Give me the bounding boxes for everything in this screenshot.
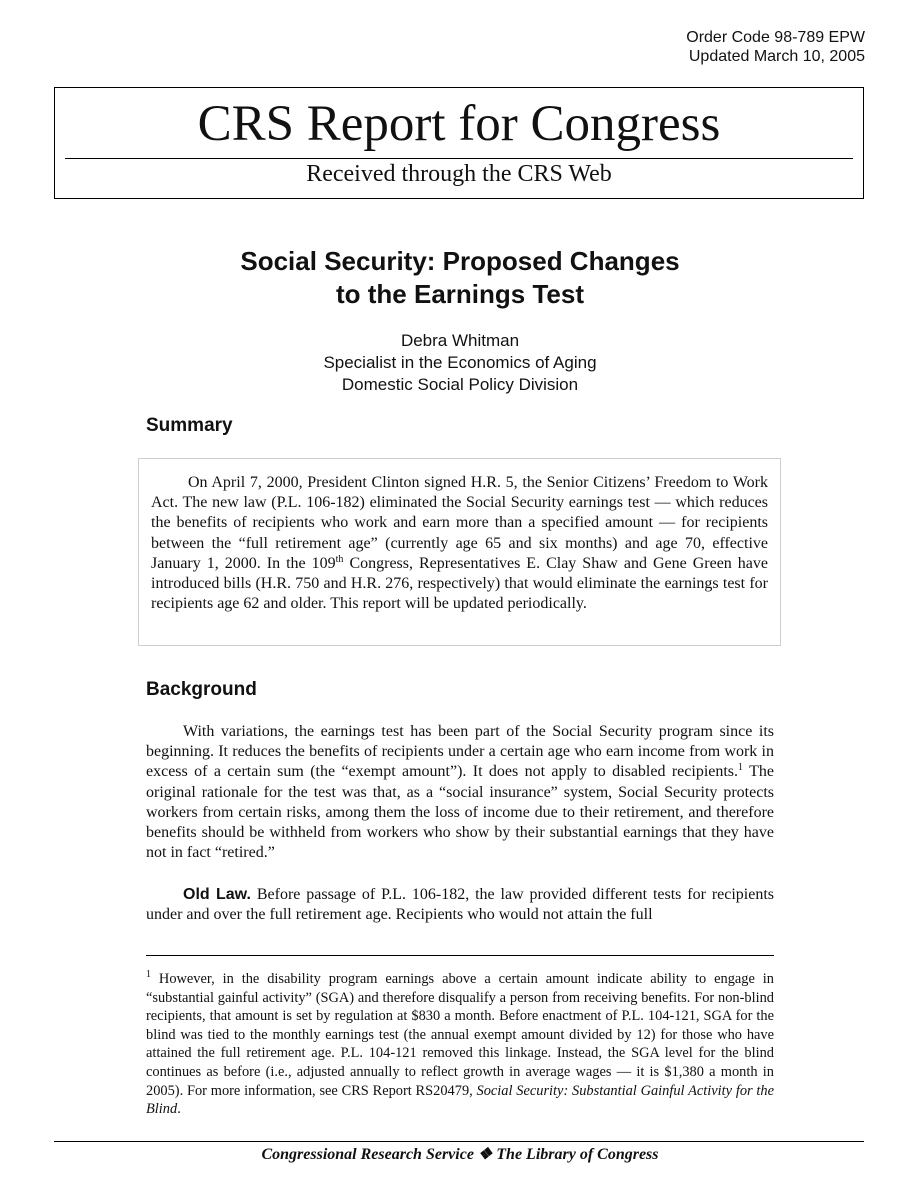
background-paragraph-1: With variations, the earnings test has been part of the Social Security program since its beginning. It reduces the benefits of recipients under a certain age who earn income from work in excess of a certain sum (the “exempt amount”). It does not apply to disabled recipients.$^1$ The original rationale for the test was that, as a “social insurance” system, Social Security protects workers from certain risks, among them the loss of income due to their retirement, and therefore benefits should be withheld from workers who show by their substantial earnings that they have not in fact “retired.”: [146, 723, 774, 862]
author-block: [0, 330, 920, 396]
report-banner: [54, 87, 864, 199]
order-code-block: [686, 28, 865, 66]
author-title: Specialist in the Economics of Aging: [323, 353, 597, 372]
summary-heading: Summary: [146, 415, 233, 436]
footnote-1: $^1$ However, in the disability program earnings above a certain amount indicate ability to engage in “substantial gainful activity” (SGA) and therefore disqualify a person from receiving benefits. For non-blind recipients, that amount is set by regulation at $830 a month. Before enactment of P.L. 104-121, SGA for the blind was tied to the monthly earnings test (the annual exempt amount divided by 12) for those who have attained the full retirement age. P.L. 104-121 removed this linkage. Instead, the SGA level for the blind continues as before (i.e., adjusted annually to reflect growth in average wages — it is $1,380 a month in 2005). For more information, see CRS Report RS20479, Social Security: Substantial Gainful Activity for the Blind.: [146, 969, 774, 1118]
footnote-report-title: Social Security: Substantial Gainful Activity for the Blind: [146, 1082, 774, 1118]
background-paragraph-2: Old Law. Before passage of P.L. 106-182, the law provided different tests for recipients under and over the full retirement age. Recipients who would not attain the full: [146, 886, 775, 924]
footnote-ref-1[interactable]: 1: [738, 762, 744, 774]
footer-rule: [54, 1141, 864, 1142]
page-footer: Congressional Research Service ❖ The Library of Congress: [261, 1146, 659, 1163]
summary-text: On April 7, 2000, President Clinton signed H.R. 5, the Senior Citizens’ Freedom to Work Act. The new law (P.L. 106-182) eliminated the Social Security earnings test — which reduces the benefits of recipients who work and earn more than a specified amount — for recipients between the “full retirement age” (currently age 65 and six months) and age 70, effective January 1, 2000. In the 109th Congress, Representatives E. Clay Shaw and Gene Green have introduced bills (H.R. 750 and H.R. 276, respectively) that would eliminate the earnings test for recipients age 62 and older. This report will be updated periodically.: [151, 474, 769, 613]
summary-ordinal-sup: th: [335, 553, 344, 565]
old-law-runin-heading: Old Law.: [183, 886, 251, 903]
author-name: Debra Whitman: [400, 331, 520, 350]
background-heading: Background: [146, 679, 257, 700]
banner-subtitle: Received through the CRS Web: [306, 161, 612, 187]
footnote-number: 1: [146, 969, 151, 980]
report-title: [0, 245, 920, 311]
updated-date: Updated March 10, 2005: [688, 48, 865, 65]
report-title-line2: to the Earnings Test: [336, 279, 584, 309]
banner-title: CRS Report for Congress: [197, 96, 721, 152]
report-title-line1: Social Security: Proposed Changes: [240, 246, 680, 276]
footnote-rule: [146, 955, 774, 956]
order-code: Order Code 98-789 EPW: [686, 29, 865, 46]
summary-box: [138, 458, 781, 646]
author-division: Domestic Social Policy Division: [341, 375, 579, 394]
